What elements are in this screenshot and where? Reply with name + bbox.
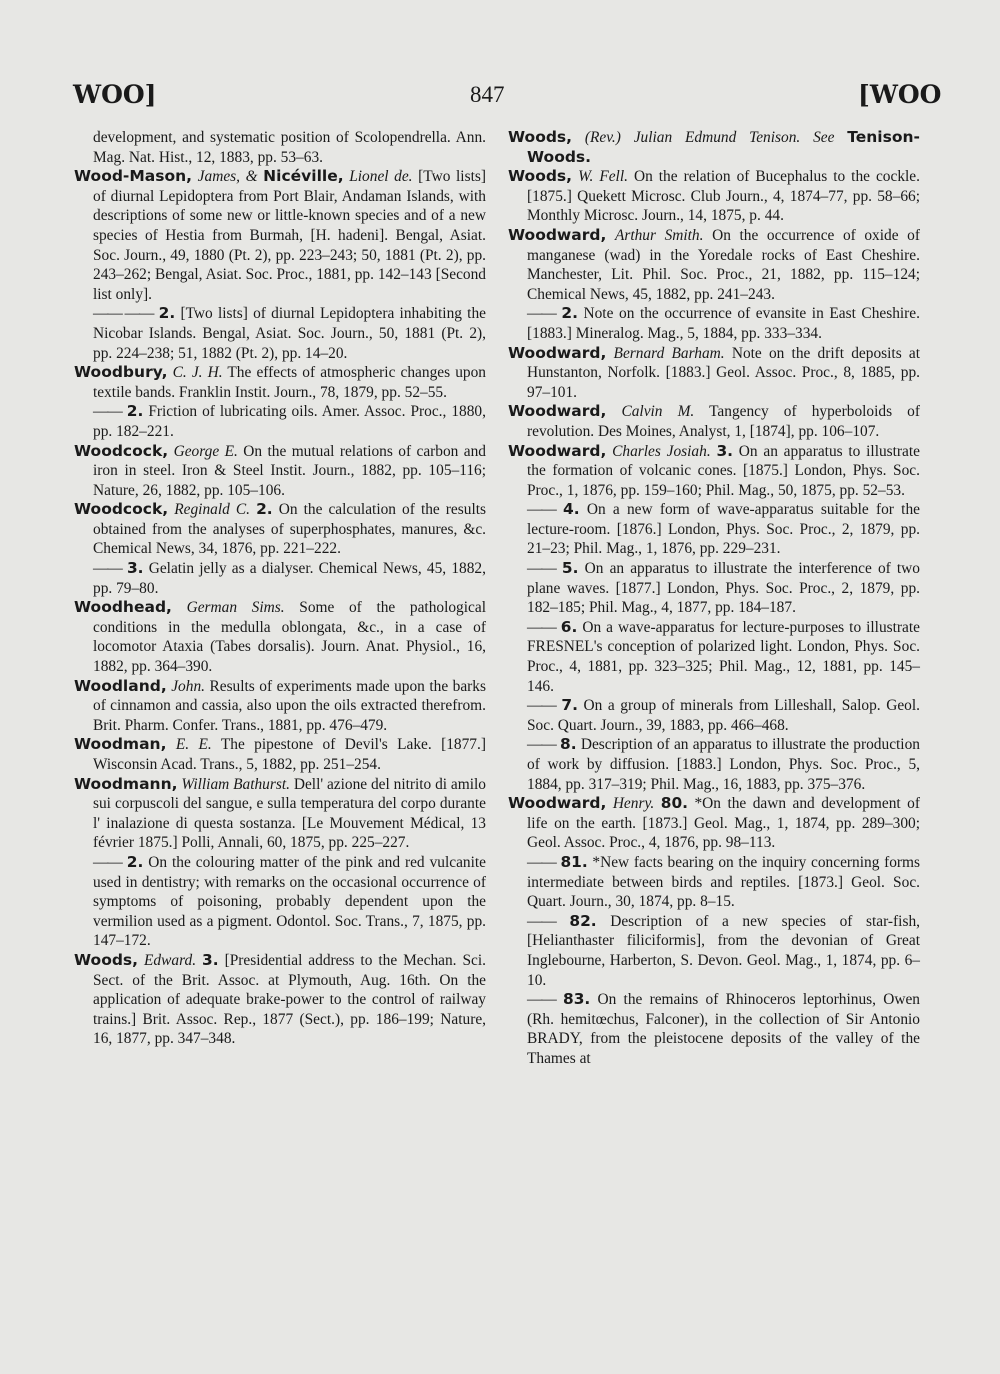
entry-text: Friction of lubricating oils. Amer. Assoc. Proc., 1880, pp. 182–221. xyxy=(93,403,486,440)
entry-text: The effects of atmospheric changes upon textile bands. Franklin Instit. Journ., 78, 1879, pp. 52–55. xyxy=(93,364,486,401)
author-entry xyxy=(508,167,920,226)
author-given-name: W. Fell. xyxy=(578,168,628,186)
ditto-dash: —— xyxy=(527,501,556,519)
page-number: 847 xyxy=(470,82,505,107)
entry-text: On the relation of Bucephalus to the cockle. [1875.] Quekett Microsc. Club Journ., 4, 1874–77, pp. 58–66; Monthly Microsc. Journ., 14, 1875, p. 44. xyxy=(527,168,920,225)
entry-text: Results of experiments made upon the barks of cinnamon and cassia, also upon the oils extracted therefrom. Brit. Pharm. Confer. Trans., 1881, pp. 476–479. xyxy=(93,677,486,734)
author-given-name: E. E. xyxy=(175,736,212,754)
entry-text: Gelatin jelly as a dialyser. Chemical News, 45, 1882, pp. 79–80. xyxy=(93,560,486,597)
author-given-name: Charles Josiah. xyxy=(612,442,711,460)
entry-number: 81. xyxy=(560,852,588,871)
entry-number: 6. xyxy=(560,617,578,636)
entry-continuation xyxy=(74,128,486,167)
entry-number: 2. xyxy=(561,304,578,323)
entry-text: Some of the pathological conditions in the medulla oblongata, &c., in a case of locomotor Ataxia (Tabes dorsalis). Journ. Anat. Physiol., 16, 1882, pp. 364–390. xyxy=(93,599,486,676)
author-entry xyxy=(508,344,920,403)
author-surname: Woodward, xyxy=(508,343,607,362)
ditto-dash: —— xyxy=(93,403,122,421)
running-head-right: [WOO xyxy=(858,80,942,109)
entry-text: [Two lists] of diurnal Lepidoptera inhabiting the Nicobar Islands. Bengal, Asiat. Soc. Journ., 50, 1881 (Pt. 2), pp. 224–238; 51, 1882 (Pt. 2), pp. 14–20. xyxy=(93,305,486,362)
entry-number: 82. xyxy=(569,911,597,930)
ditto-dash: —— xyxy=(93,853,122,871)
right-column xyxy=(508,128,920,1069)
entry-text: Tangency of hyperboloids of revolution. Des Moines, Analyst, 1, [1874], pp. 106–107. xyxy=(527,403,920,440)
ditto-dash: —— xyxy=(527,912,556,930)
sub-entry xyxy=(74,559,486,598)
ditto-dash: —— xyxy=(527,853,556,871)
entry-text: *On the dawn and development of life on the earth. [1873.] Geol. Mag., 1, 1874, pp. 289–300; Geol. Assoc. Proc., 4, 1876, pp. 98–113. xyxy=(527,795,920,852)
entry-text: On a group of minerals from Lilleshall, Salop. Geol. Soc. Quart. Journ., 39, 1883, pp. 466–468. xyxy=(527,697,920,734)
entry-number: 83. xyxy=(563,990,591,1009)
author-entry xyxy=(74,167,486,304)
entry-number: 3. xyxy=(202,950,219,969)
author-surname: Woodbury, xyxy=(74,363,168,382)
entry-text: On an apparatus to illustrate the formation of volcanic cones. [1875.] London, Phys. Soc. Proc., 1, 1876, pp. 159–160; Phil. Mag., 50, 1875, pp. 52–53. xyxy=(527,442,920,499)
author-surname: Woods, xyxy=(508,128,573,146)
entry-number: 2. xyxy=(126,852,144,871)
author-surname: Woodmann, xyxy=(74,774,178,793)
author-surname: Woodward, xyxy=(508,441,607,460)
author-entry xyxy=(508,128,920,167)
author-entry xyxy=(74,442,486,501)
entry-text: [Two lists] of diurnal Lepidoptera from Port Blair, Andaman Islands, with descriptions of some new or little-known species and of a new species of Hestia from Burmah, [H. hadeni]. Bengal, Asiat. Soc. Journ., 49, 1880 (Pt. 2), pp. 223–243; 50, 1881 (Pt. 2), pp. 243–262; Bengal, Asiat. Soc. Proc., 1881, pp. 142–143 [Second list only]. xyxy=(93,168,486,303)
author-entry xyxy=(74,677,486,736)
entry-text: On the colouring matter of the pink and red vulcanite used in dentistry; with remarks on the occasional occurrence of symptoms of poisoning, probably dependent upon the vermilion used as a pigment. Odontol. Soc. Trans., 7, 1875, pp. 147–172. xyxy=(93,853,486,950)
entry-text: On the calculation of the results obtained from the analyses of superphosphates, manures, &c. Chemical News, 34, 1876, pp. 221–222. xyxy=(93,501,486,558)
entry-number: 8. xyxy=(560,735,577,754)
author-given-name: German Sims. xyxy=(186,599,285,617)
author-entry xyxy=(508,402,920,441)
ditto-dash: —— xyxy=(527,618,556,636)
author-surname: Woodward, xyxy=(508,225,607,244)
running-head-left: WOO] xyxy=(73,80,157,109)
entry-text: On a wave-apparatus for lecture-purposes to illustrate FRESNEL's conception of polarized light. London, Phys. Soc. Proc., 4, 1881, pp. 323–325; Phil. Mag., 12, 1881, pp. 145–146. xyxy=(527,618,920,695)
entry-number: 3. xyxy=(126,559,144,578)
author-surname: Woodward, xyxy=(508,402,607,421)
sub-entry xyxy=(508,853,920,912)
sub-entry xyxy=(508,304,920,343)
entry-number: 4. xyxy=(563,500,580,519)
author-surname: Woodward, xyxy=(508,794,607,813)
entry-text: *New facts bearing on the inquiry concerning forms intermediate between birds and reptiles. [1873.] Geol. Soc. Quart. Journ., 30, 1874, pp. 8–15. xyxy=(527,853,920,911)
entry-number: 3. xyxy=(716,441,734,460)
left-column xyxy=(74,128,486,1049)
author-given-name: Lionel de. xyxy=(349,168,413,186)
author-surname: Woods, xyxy=(74,950,139,969)
author-surname: Woods, xyxy=(508,167,573,186)
entry-text: On an apparatus to illustrate the interference of two plane waves. [1877.] London, Phys. Soc. Proc., 2, 1879, pp. 182–185; Phil. Mag., 4, 1877, pp. 184–187. xyxy=(527,560,920,617)
entry-text: On the mutual relations of carbon and iron in steel. Iron & Steel Instit. Journ., 1882, pp. 105–116; Nature, 26, 1882, pp. 105–106. xyxy=(93,442,486,499)
entry-number: 2. xyxy=(158,304,176,323)
ditto-dash: —— xyxy=(527,305,556,323)
author-given-name: William Bathurst. xyxy=(181,775,290,793)
ditto-dash: —— —— xyxy=(93,305,154,323)
author-entry xyxy=(74,951,486,1049)
sub-entry xyxy=(508,559,920,618)
author-given-name: James, & xyxy=(197,168,264,186)
ditto-dash: —— xyxy=(527,736,556,754)
sub-entry xyxy=(508,696,920,735)
author-given-name: Henry. xyxy=(612,795,655,813)
author-given-name: John. xyxy=(171,677,205,695)
author-entry xyxy=(508,226,920,304)
entry-text: On the occurrence of oxide of manganese (wad) in the Yoredale rocks of East Cheshire. Manchester, Lit. Phil. Soc. Proc., 21, 1882, pp. 115–124; Chemical News, 45, 1882, pp. 241–243. xyxy=(527,226,920,303)
author-entry xyxy=(508,794,920,853)
author-given-name: George E. xyxy=(173,442,238,460)
sub-entry xyxy=(508,618,920,696)
entry-number: 2. xyxy=(256,500,273,519)
sub-entry xyxy=(508,500,920,559)
entry-text: The pipestone of Devil's Lake. [1877.] Wisconsin Acad. Trans., 5, 1882, pp. 251–254. xyxy=(93,736,486,773)
author-given-name: Calvin M. xyxy=(621,403,695,421)
author-surname: Tenison-Woods. xyxy=(527,128,920,166)
entry-text: Description of a new species of star-fish, [Helianthaster filiciformis], from the devonian of Great Inglebourne, Harberton, S. Devon. Geol. Mag., 1, 1874, pp. 6–10. xyxy=(527,912,920,989)
author-surname: Woodland, xyxy=(74,676,167,695)
entry-number: 5. xyxy=(561,559,579,578)
author-entry xyxy=(74,363,486,402)
author-given-name: Arthur Smith. xyxy=(614,226,704,244)
see-reference: See xyxy=(813,129,835,146)
author-given-name: C. J. H. xyxy=(172,364,223,382)
sub-entry xyxy=(74,304,486,363)
entry-text: Note on the occurrence of evansite in East Cheshire. [1883.] Mineralog. Mag., 5, 1884, pp. 333–334. xyxy=(527,305,920,342)
entry-text: Description of an apparatus to illustrate the production of work by diffusion. [1883.] London, Phys. Soc. Proc., 5, 1884, pp. 317–319; Phil. Mag., 16, 1883, pp. 375–376. xyxy=(527,736,920,793)
author-surname: Nicéville, xyxy=(263,167,344,186)
author-surname: Wood-Mason, xyxy=(74,167,193,186)
sub-entry xyxy=(508,912,920,990)
ditto-dash: —— xyxy=(527,560,556,578)
entry-text: On the remains of Rhinoceros leptorhinus, Owen (Rh. hemitœchus, Falconer), in the collection of Sir Antonio BRADY, from the pleistocene deposits of the valley of the Thames at xyxy=(527,991,920,1067)
sub-entry xyxy=(508,990,920,1068)
entry-number: 7. xyxy=(561,696,578,715)
author-surname: Woodcock, xyxy=(74,500,169,519)
entry-number: 80. xyxy=(660,794,689,813)
author-surname: Woodcock, xyxy=(74,441,169,460)
entry-text: Dell' azione del nitrito di amilo sui corpuscoli del sangue, e sulla temperatura del corpo durante l' inalazione di questa sostanza. [Le Mouvement Médical, 13 février 1875.] Polli, Annali, 60, 1875, pp. 225–227. xyxy=(93,775,486,852)
entry-text: development, and systematic position of Scolopendrella. Ann. Mag. Nat. Hist., 12, 1883, pp. 53–63. xyxy=(93,129,486,166)
author-entry xyxy=(74,735,486,774)
author-given-name: Edward. xyxy=(144,951,197,969)
author-surname: Woodman, xyxy=(74,735,167,754)
author-entry xyxy=(74,500,486,559)
author-entry xyxy=(74,775,486,853)
author-given-name: (Rev.) Julian Edmund Tenison. xyxy=(584,129,801,146)
sub-entry xyxy=(74,402,486,441)
author-entry xyxy=(74,598,486,676)
entry-text: Note on the drift deposits at Hunstanton, Norfolk. [1883.] Geol. Assoc. Proc., 8, 1885, pp. 97–101. xyxy=(527,344,920,401)
author-given-name: Bernard Barham. xyxy=(613,344,725,362)
entry-number: 2. xyxy=(126,402,144,421)
sub-entry xyxy=(74,853,486,951)
entry-text: On a new form of wave-apparatus suitable for the lecture-room. [1876.] London, Phys. Soc. Proc., 2, 1879, pp. 21–23; Phil. Mag., 1, 1876, pp. 229–231. xyxy=(527,501,920,558)
author-surname: Woodhead, xyxy=(74,598,172,617)
ditto-dash: —— xyxy=(527,697,556,715)
author-entry xyxy=(508,442,920,501)
author-given-name: Reginald C. xyxy=(174,501,250,519)
sub-entry xyxy=(508,735,920,794)
entry-text: [Presidential address to the Mechan. Sci. Sect. of the Brit. Assoc. at Plymouth, Aug. 16th. On the application of adequate brake-power to the control of railway trains.] Brit. Assoc. Rep., 1877 (Sect.), pp. 186–199; Nature, 16, 1877, pp. 347–348. xyxy=(93,951,486,1048)
ditto-dash: —— xyxy=(527,991,556,1009)
ditto-dash: —— xyxy=(93,560,122,578)
